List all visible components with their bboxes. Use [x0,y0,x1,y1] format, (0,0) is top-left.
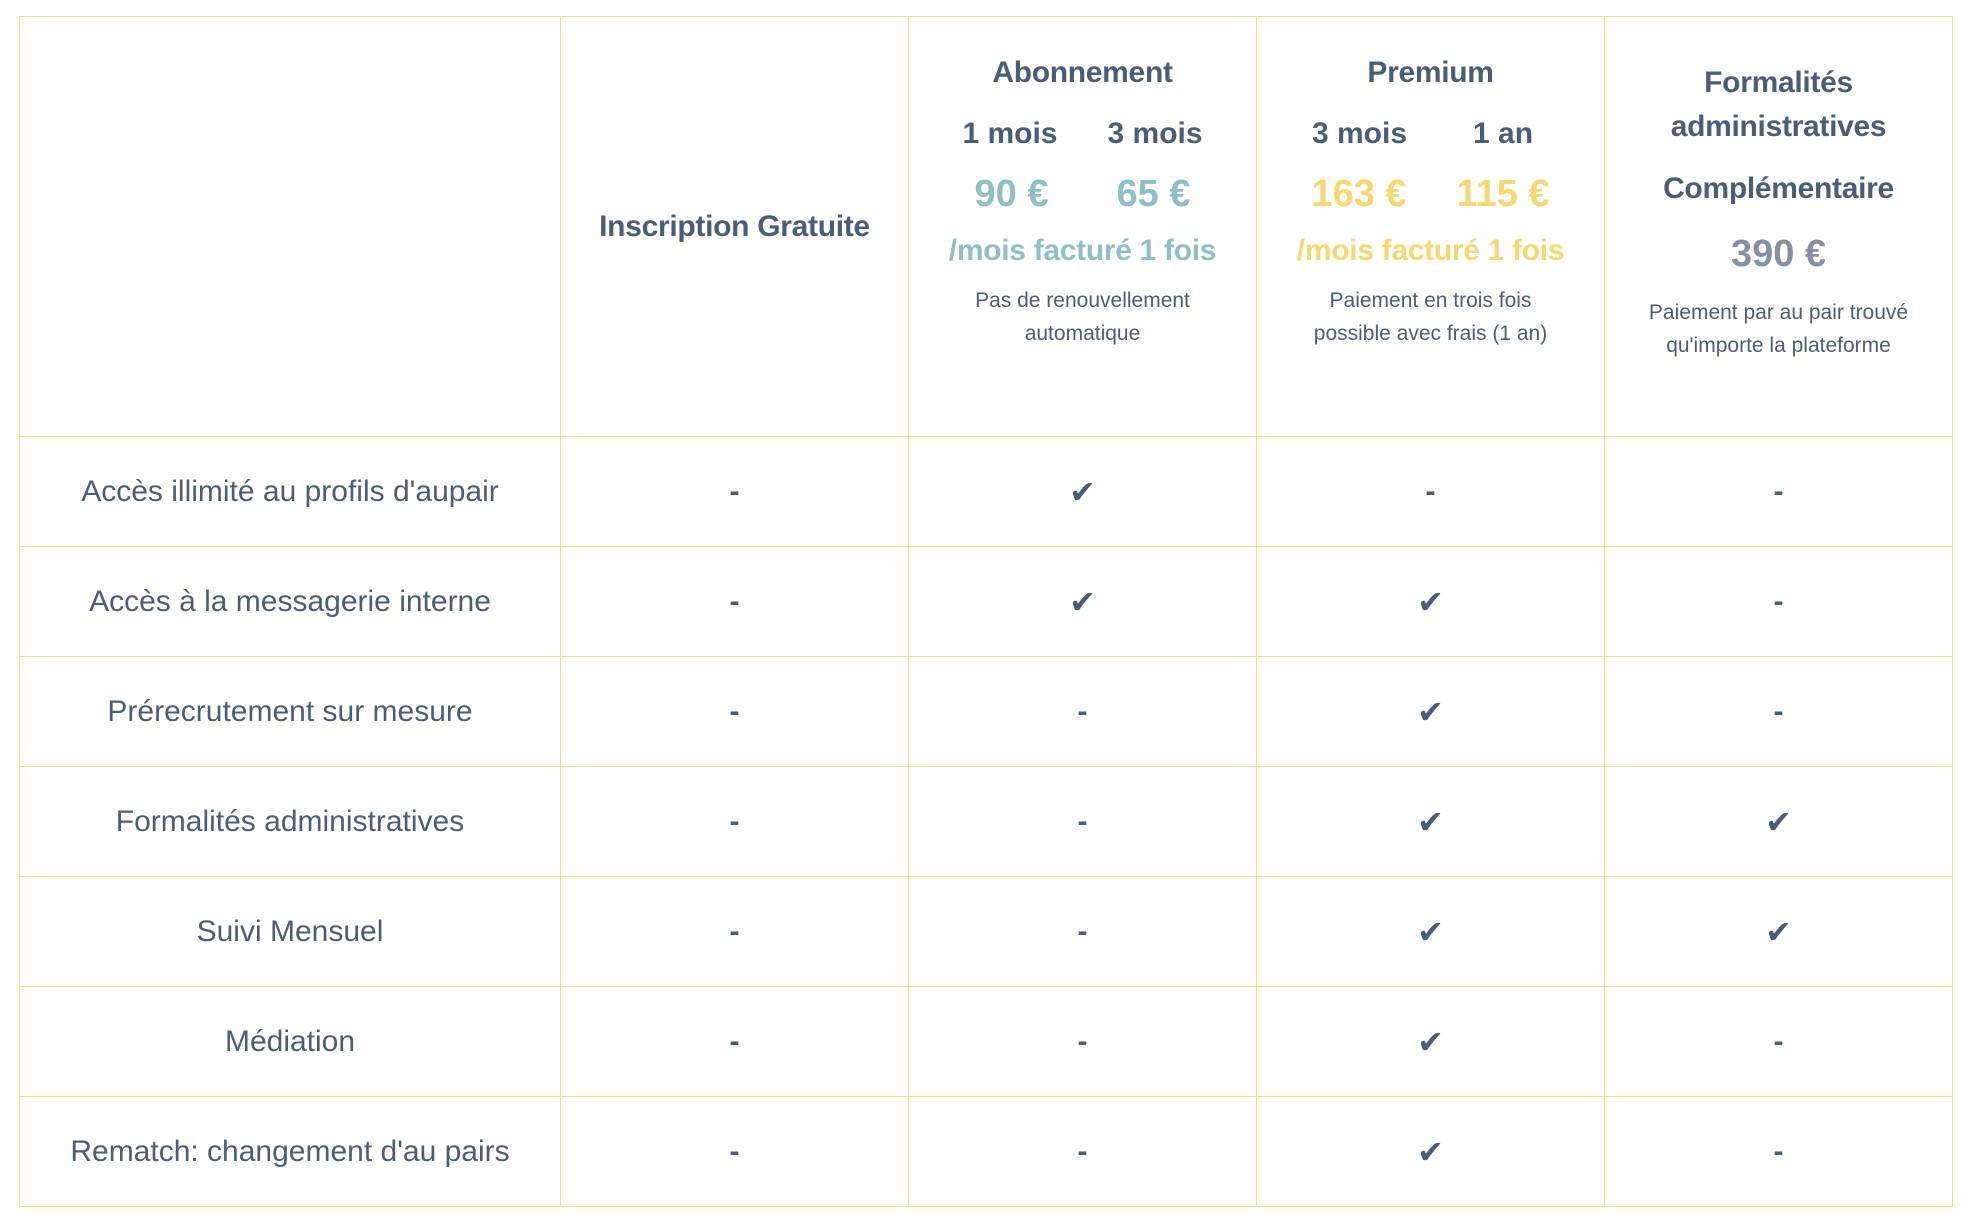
premium-billing: /mois facturé 1 fois [1296,234,1565,267]
plan-free-cell [561,987,909,1097]
header-row [20,17,1953,437]
feature-label: Prérecrutement sur mesure [107,694,473,728]
plan-formalites-cell [1605,437,1953,547]
feature-label: Formalités administratives [115,804,465,838]
subscription-billing: /mois facturé 1 fois [948,234,1217,267]
table-row [20,767,1953,877]
checkmark-icon: ✔ [1069,473,1096,510]
subscription-duration: 3 mois [1107,117,1203,150]
dash-icon: - [1773,1024,1784,1058]
formalites-note-line: qu'importe la plateforme [1666,334,1891,357]
dash-icon: - [1425,474,1436,508]
checkmark-icon: ✔ [1417,803,1444,840]
plan-subscription-cell [909,877,1257,987]
subscription-price: 90 € [974,173,1049,215]
feature-label: Rematch: changement d'au pairs [70,1134,510,1168]
dash-icon: - [729,1134,740,1168]
plan-formalites-cell [1605,1097,1953,1207]
plan-premium-cell [1257,877,1605,987]
checkmark-icon: ✔ [1765,803,1792,840]
subscription-durations [909,117,1256,151]
premium-prices [1257,173,1604,216]
plan-formalites-subtitle: Complémentaire [1663,172,1894,205]
premium-note-line: possible avec frais (1 an) [1313,322,1548,345]
plan-subscription-cell [909,1097,1257,1207]
plan-premium-cell [1257,657,1605,767]
dash-icon: - [1077,1024,1088,1058]
feature-label-cell [20,657,561,767]
subscription-note-line: Pas de renouvellement [975,289,1190,312]
plan-free-cell [561,547,909,657]
checkmark-icon: ✔ [1765,913,1792,950]
dash-icon: - [729,474,740,508]
dash-icon: - [1773,584,1784,618]
subscription-duration: 1 mois [962,117,1058,150]
plan-formalites-cell [1605,877,1953,987]
dash-icon: - [1077,694,1088,728]
header-empty-cell [20,17,561,437]
dash-icon: - [1773,694,1784,728]
feature-rows [20,437,1953,1207]
subscription-price: 65 € [1116,173,1191,215]
plan-subscription-cell [909,437,1257,547]
plan-formalites-title-line2: administratives [1670,110,1887,143]
plan-free-cell [561,877,909,987]
subscription-prices [909,173,1256,216]
dash-icon: - [1077,914,1088,948]
checkmark-icon: ✔ [1417,583,1444,620]
dash-icon: - [1077,1134,1088,1168]
table-row [20,1097,1953,1207]
premium-duration: 3 mois [1311,117,1408,150]
plan-formalites-cell [1605,987,1953,1097]
table-row [20,437,1953,547]
table-row [20,547,1953,657]
table-row [20,987,1953,1097]
premium-price: 163 € [1311,173,1407,215]
plan-free-cell [561,437,909,547]
table-row [20,877,1953,987]
dash-icon: - [1077,804,1088,838]
feature-label: Suivi Mensuel [196,914,384,948]
plan-formalites-header [1605,17,1953,437]
subscription-note-line: automatique [1024,322,1141,345]
feature-label-cell [20,437,561,547]
plan-premium-cell [1257,1097,1605,1207]
plan-premium-title: Premium [1367,56,1494,89]
plan-subscription-title: Abonnement [992,56,1173,89]
plan-premium-cell [1257,437,1605,547]
checkmark-icon: ✔ [1417,1133,1444,1170]
dash-icon: - [1773,474,1784,508]
plan-premium-cell [1257,767,1605,877]
formalites-note [1605,296,1952,362]
plan-subscription-cell [909,987,1257,1097]
feature-label-cell [20,1097,561,1207]
dash-icon: - [729,1024,740,1058]
plan-free-cell [561,657,909,767]
dash-icon: - [1773,1134,1784,1168]
plan-formalites-cell [1605,547,1953,657]
checkmark-icon: ✔ [1417,1023,1444,1060]
checkmark-icon: ✔ [1069,583,1096,620]
feature-label-cell [20,767,561,877]
pricing-table [19,16,1953,1207]
plan-formalites-title: Formalités [1704,66,1853,99]
checkmark-icon: ✔ [1417,693,1444,730]
formalites-price: 390 € [1730,233,1827,275]
plan-formalites-cell [1605,767,1953,877]
dash-icon: - [729,804,740,838]
plan-subscription-header [909,17,1257,437]
plan-premium-cell [1257,547,1605,657]
checkmark-icon: ✔ [1417,913,1444,950]
premium-durations [1257,117,1604,151]
feature-label-cell [20,987,561,1097]
plan-free-title: Inscription Gratuite [599,209,870,243]
plan-subscription-cell [909,767,1257,877]
dash-icon: - [729,584,740,618]
feature-label: Accès illimité au profils d'aupair [81,474,499,508]
plan-free-header [561,17,909,437]
feature-label-cell [20,877,561,987]
plan-subscription-cell [909,547,1257,657]
feature-label: Accès à la messagerie interne [89,584,491,618]
subscription-note [909,284,1256,350]
plan-premium-cell [1257,987,1605,1097]
premium-note-line: Paiement en trois fois [1329,289,1532,312]
premium-note [1257,284,1604,350]
table-row [20,657,1953,767]
feature-label-cell [20,547,561,657]
dash-icon: - [729,914,740,948]
plan-free-cell [561,767,909,877]
premium-price: 115 € [1456,173,1550,215]
plan-subscription-cell [909,657,1257,767]
plan-free-cell [561,1097,909,1207]
feature-label: Médiation [224,1024,356,1058]
plan-premium-header [1257,17,1605,437]
plan-formalites-cell [1605,657,1953,767]
dash-icon: - [729,694,740,728]
formalites-note-line: Paiement par au pair trouvé [1648,301,1909,324]
premium-duration: 1 an [1473,117,1534,150]
